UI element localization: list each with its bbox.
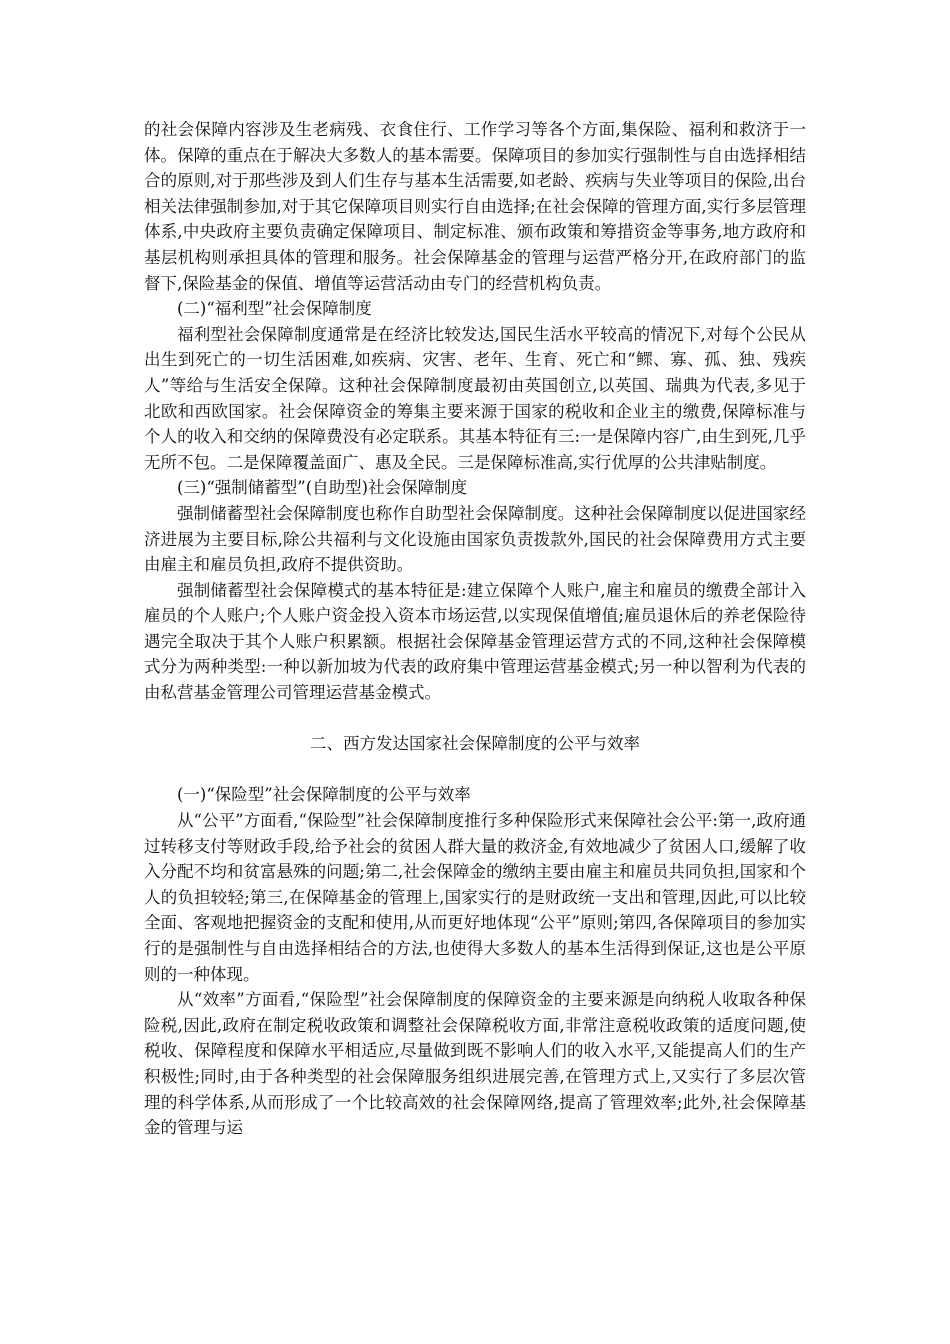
paragraph-savings-type-definition: 强制储蓄型社会保障制度也称作自助型社会保障制度。这种社会保障制度以促进国家经济进展为主要目标,除公共福利与文化设施由国家负责拨款外,国民的社会保障费用方式主要由雇主和雇员负担,政府不提供资助。 [144,503,806,575]
subheading-insurance-type-fairness: (一)“保险型”社会保障制度的公平与效率 [177,785,471,805]
paragraph-intro-continued: 的社会保障内容涉及生老病残、衣食住行、工作学习等各个方面,集保险、福利和救济于一体。保障的重点在于解决大多数人的基本需要。保障项目的参加实行强制性与自由选择相结合的原则,对于那些涉及到人们生存与基本生活需要,如老龄、疾病与失业等项目的保险,出台相关法律强制参加,对于其它保障项目则实行自由选择;在社会保障的管理方面,实行多层管理体系,中央政府主要负责确定保障项目、制定标准、颁布政策和筹措资金等事务,地方政府和基层机构则承担具体的管理和服务。社会保障基金的管理与运营严格分开,在政府部门的监督下,保险基金的保值、增值等运营活动由专门的经营机构负责。 [144,120,806,293]
document-page [144,117,806,1141]
paragraph-welfare-type: 福利型社会保障制度通常是在经济比较发达,国民生活水平较高的情况下,对每个公民从出生到死亡的一切生活困难,如疾病、灾害、老年、生育、死亡和“鳏、寡、孤、独、残疾人”等给与生活安全保障。这种社会保障制度最初由英国创立,以英国、瑞典为代表,多见于北欧和西欧国家。社会保障资金的筹集主要来源于国家的税收和企业主的缴费,保障标准与个人的收入和交纳的保障费没有必定联系。其基本特征有三:一是保障内容广,由生到死,几乎无所不包。二是保障覆盖面广、惠及全民。三是保障标准高,实行优厚的公共津贴制度。 [144,324,806,472]
section-title-fairness-efficiency: 二、西方发达国家社会保障制度的公平与效率 [310,734,640,754]
subheading-welfare-type: (二)“福利型”社会保障制度 [177,299,372,319]
paragraph-efficiency: 从“效率”方面看,“保险型”社会保障制度的保障资金的主要来源是向纳税人收取各种保险税,因此,政府在制定税收政策和调整社会保障税收方面,非常注意税收政策的适度问题,使税收、保障程度和保障水平相适应,尽量做到既不影响人们的收入水平,又能提高人们的生产积极性;同时,由于各种类型的社会保障服务组织进展完善,在管理方式上,又实行了多层次管理的科学体系,从而形成了一个比较高效的社会保障网络,提高了管理效率;此外,社会保障基金的管理与运 [144,990,806,1138]
paragraph-fairness: 从“公平”方面看,“保险型”社会保障制度推行多种保险形式来保障社会公平:第一,政府通过转移支付等财政手段,给予社会的贫困人群大量的救济金,有效地减少了贫困人口,缓解了收入分配不均和贫富悬殊的问题;第二,社会保障金的缴纳主要由雇主和雇员共同负担,国家和个人的负担较轻;第三,在保障基金的管理上,国家实行的是财政统一支出和管理,因此,可以比较全面、客观地把握资金的支配和使用,从而更好地体现“公平”原则;第四,各保障项目的参加实行的是强制性与自由选择相结合的方法,也使得大多数人的基本生活得到保证,这也是公平原则的一种体现。 [144,811,806,984]
paragraph-savings-type-features: 强制储蓄型社会保障模式的基本特征是:建立保障个人账户,雇主和雇员的缴费全部计入雇员的个人账户;个人账户资金投入资本市场运营,以实现保值增值;雇员退休后的养老保险待遇完全取决于其个人账户积累额。根据社会保障基金管理运营方式的不同,这种社会保障模式分为两种类型:一种以新加坡为代表的政府集中管理运营基金模式;另一种以智利为代表的由私营基金管理公司管理运营基金模式。 [144,580,806,703]
subheading-savings-type: (三)“强制储蓄型”(自助型)社会保障制度 [177,478,468,498]
